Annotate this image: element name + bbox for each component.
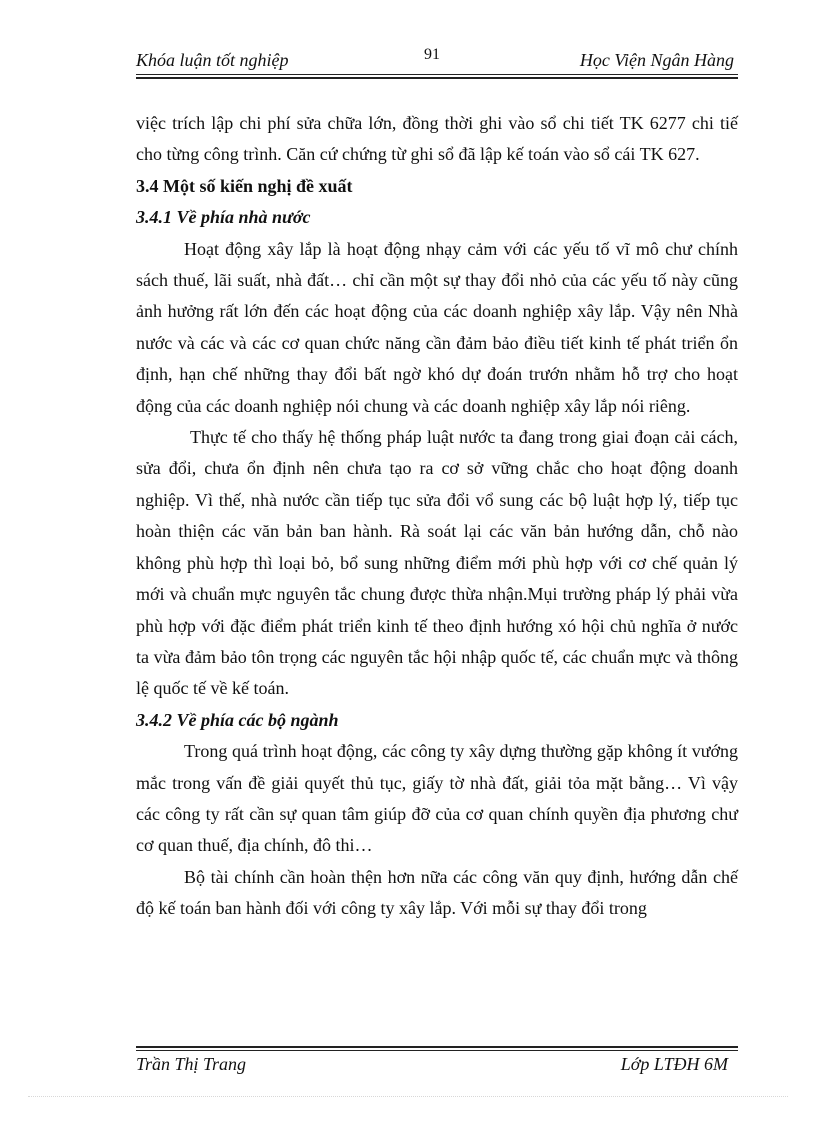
paragraph-legal-system: Thực tế cho thấy hệ thống pháp luật nước ta đang trong giai đoạn cải cách, sửa đổi, chưa ổn định nên chưa tạo ra cơ sở vững chắc cho hoạt động doanh nghiệp. Vì thế, nhà nước cần tiếp tục sửa đổi vổ sung các bộ luật hợp lý, tiếp tục hoàn thiện các văn bản ban hành. Rà soát lại các văn bản hướng dẫn, chỗ nào không phù hợp thì loại bỏ, bổ sung những điểm mới phù hợp với cơ chế quản lý mới và chuẩn mực nguyên tắc chung được thừa nhận.Mụi trường pháp lý phải vừa phù hợp với đặc điểm phát triển kinh tế theo định hướng xó hội chủ nghĩa ở nước ta vừa đảm bảo tôn trọng các nguyên tắc hội nhập quốc tế, các chuẩn mực và thông lệ quốc tế về kế toán. [136, 427, 738, 699]
footer-author: Trần Thị Trang [136, 1054, 247, 1074]
page-number: 91 [424, 46, 440, 63]
footer-rule-bottom [136, 1050, 738, 1051]
paragraph-state-role: Hoạt động xây lắp là hoạt động nhạy cảm với các yếu tố vĩ mô chư chính sách thuế, lãi suất, nhà đất… chỉ cần một sự thay đổi nhỏ của các yếu tố này cũng ảnh hưởng rất lớn đến các hoạt động của các doanh nghiệp xây lắp. Vậy nên Nhà nước và các và các cơ quan chức năng cần đảm bảo điều tiết kinh tế phát triển ổn định, hạn chế những thay đổi bất ngờ khó dự đoán trướn nhằm hỗ trợ cho hoạt động của các doanh nghiệp nói chung và các doanh nghiệp xây lắp nói riêng. [136, 238, 738, 416]
subsection-heading-3-4-1: 3.4.1 Về phía nhà nước [136, 207, 311, 228]
section-heading-3-4: 3.4 Một số kiến nghị đề xuất [136, 175, 353, 196]
page-footer [136, 1052, 738, 1080]
paragraph-ministries: Trong quá trình hoạt động, các công ty xây dựng thường gặp không ít vướng mắc trong vấn đề giải quyết thủ tục, giấy tờ nhà đất, giải tỏa mặt bằng… Vì vậy các công ty rất cần sự quan tâm giúp đỡ của cơ quan chính quyền địa phương chư cơ quan thuế, địa chính, đô thi… [136, 741, 738, 856]
page-bottom-divider [28, 1096, 788, 1097]
paragraph-continuation: việc trích lập chi phí sửa chữa lớn, đồng thời ghi vào sổ chi tiết TK 6277 chi tiế cho từng công trình. Căn cứ chứng từ ghi sổ đã lập kế toán vào sổ cái TK 627. [136, 113, 738, 165]
paragraph-finance-ministry: Bộ tài chính cần hoàn thện hơn nữa các công văn quy định, hướng dẫn chế độ kế toán ban hành đối với công ty xây lắp. Với mỗi sự thay đổi trong [136, 866, 738, 919]
footer-rule-top [136, 1046, 738, 1048]
footer-class: Lớp LTĐH 6M [620, 1054, 728, 1074]
header-rule-top [136, 74, 738, 75]
header-institution: Học Viện Ngân Hàng [579, 50, 734, 70]
subsection-heading-3-4-2: 3.4.2 Về phía các bộ ngành [136, 709, 339, 730]
page-body [136, 108, 738, 925]
page-header [136, 46, 738, 74]
header-thesis-label: Khóa luận tốt nghiệp [136, 50, 289, 70]
header-rule-bottom [136, 77, 738, 79]
